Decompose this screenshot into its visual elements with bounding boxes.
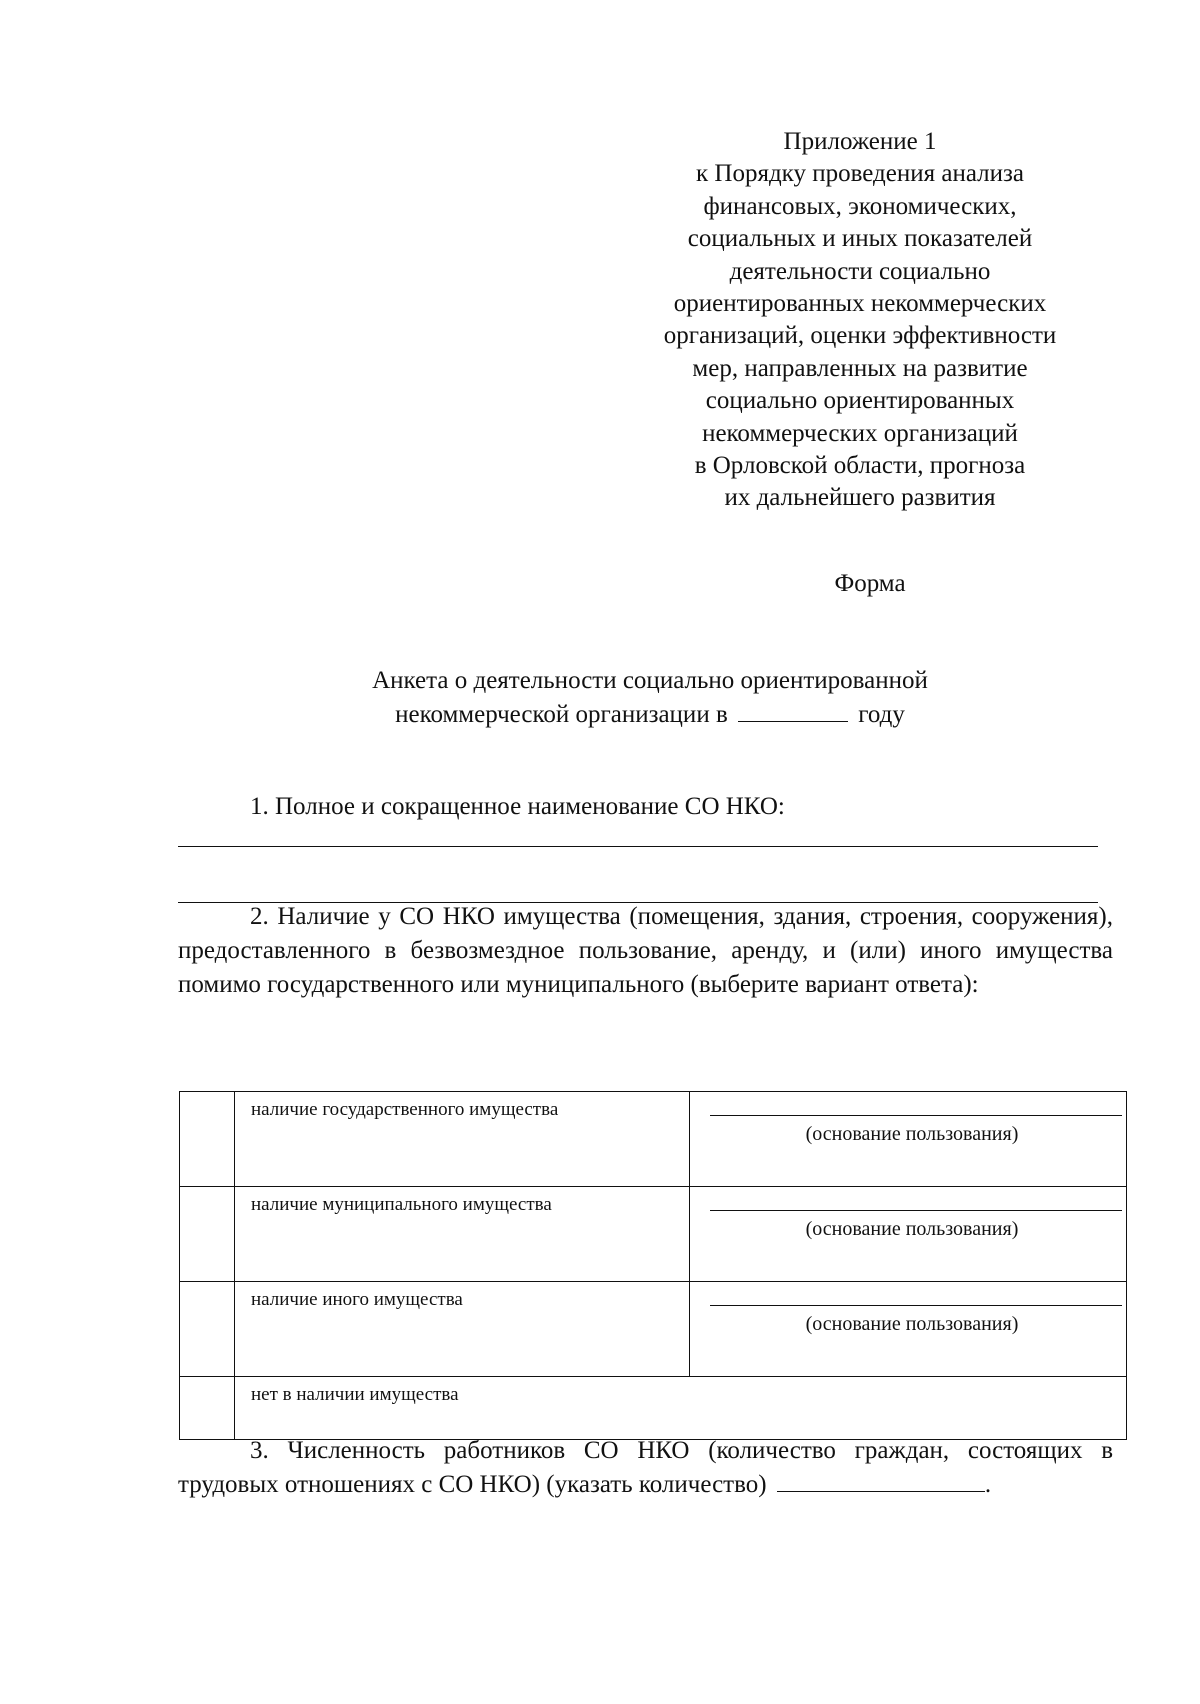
appendix-line: мер, направленных на развитие bbox=[692, 354, 1028, 382]
basis-caption: (основание пользования) bbox=[805, 1123, 1019, 1145]
title-line-2-before: некоммерческой организации в bbox=[395, 701, 728, 728]
option-checkbox-cell[interactable] bbox=[180, 1282, 235, 1377]
title-line-2-after: году bbox=[858, 701, 905, 728]
title-line-1: Анкета о деятельности социально ориентированной bbox=[372, 667, 928, 694]
basis-cell bbox=[690, 1282, 1127, 1377]
basis-caption: (основание пользования) bbox=[805, 1218, 1019, 1240]
appendix-line: социально ориентированных bbox=[705, 387, 1015, 415]
table-row bbox=[180, 1187, 1127, 1282]
question-1-text: 1. Полное и сокращенное наименование СО НКО: bbox=[250, 793, 785, 820]
basis-cell bbox=[690, 1092, 1127, 1187]
basis-cell bbox=[690, 1187, 1127, 1282]
appendix-line: в Орловской области, прогноза bbox=[694, 452, 1026, 480]
appendix-line: финансовых, экономических, bbox=[703, 192, 1017, 220]
appendix-line: Приложение 1 bbox=[783, 128, 937, 155]
option-checkbox-cell[interactable] bbox=[180, 1092, 235, 1187]
basis-caption: (основание пользования) bbox=[805, 1313, 1019, 1335]
appendix-line: некоммерческих организаций bbox=[702, 419, 1018, 447]
answer-line-1[interactable] bbox=[178, 846, 1098, 847]
question-2-text: 2. Наличие у СО НКО имущества (помещения, здания, строения, сооружения), предоставленного в безвозмездное пользование, аренду, и (или) иного имущества помимо государственного или муниципального (выберите вариант ответа): bbox=[178, 903, 1113, 998]
appendix-line: ориентированных некоммерческих bbox=[673, 290, 1047, 318]
appendix-line: к Порядку проведения анализа bbox=[696, 160, 1024, 188]
table-row bbox=[180, 1092, 1127, 1187]
question-3-body: 3. Численность работников СО НКО (количество граждан, состоящих в трудовых отношениях с СО НКО) (указать количество) bbox=[178, 1437, 1113, 1498]
option-label: наличие иного имущества bbox=[235, 1282, 690, 1377]
basis-input-line[interactable] bbox=[710, 1210, 1122, 1211]
appendix-header bbox=[640, 126, 1080, 515]
questionnaire-title bbox=[240, 664, 1060, 732]
question-3-end: . bbox=[984, 1471, 992, 1498]
option-checkbox-cell[interactable] bbox=[180, 1187, 235, 1282]
title-line-2 bbox=[240, 698, 1060, 732]
year-blank[interactable] bbox=[738, 699, 848, 722]
question-3-text bbox=[178, 1434, 1113, 1502]
option-checkbox-cell[interactable] bbox=[180, 1377, 235, 1440]
basis-input-line[interactable] bbox=[710, 1115, 1122, 1116]
appendix-line: деятельности социально bbox=[729, 257, 991, 285]
appendix-line: социальных и иных показателей bbox=[687, 225, 1033, 253]
table-row bbox=[180, 1377, 1127, 1440]
form-label: Форма bbox=[834, 570, 906, 597]
option-label: наличие государственного имущества bbox=[235, 1092, 690, 1187]
option-label: наличие муниципального имущества bbox=[235, 1187, 690, 1282]
option-label: нет в наличии имущества bbox=[235, 1377, 1127, 1440]
appendix-line: их дальнейшего развития bbox=[724, 484, 996, 512]
employee-count-blank[interactable] bbox=[777, 1469, 985, 1492]
basis-input-line[interactable] bbox=[710, 1305, 1122, 1306]
property-options-table bbox=[179, 1091, 1127, 1440]
table-row bbox=[180, 1282, 1127, 1377]
appendix-line: организаций, оценки эффективности bbox=[663, 322, 1057, 350]
